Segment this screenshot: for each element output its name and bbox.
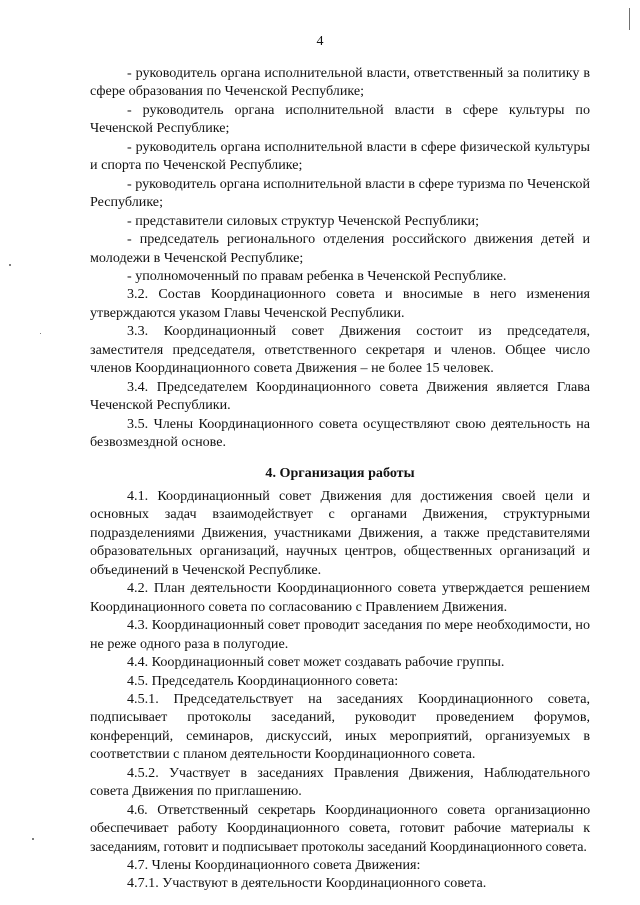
list-item: - уполномоченный по правам ребенка в Чеченской Республике. <box>127 267 507 284</box>
clause-3-3: 3.3. Координационный совет Движения состоит из председателя, заместителя председателя, ответственного секретаря и членов. Общее число членов Координационного совета Движения – не более 15 человек. <box>90 323 590 377</box>
list-item: - руководитель органа исполнительной власти в сфере физической культуры и спорта по Чеченской Республике; <box>90 138 590 174</box>
scan-dust-speck <box>9 264 11 266</box>
list-item: - руководитель органа исполнительной власти, ответственный за политику в сфере образования по Чеченской Республике; <box>90 65 590 100</box>
clause-4-2: 4.2. План деятельности Координационного совета утверждается решением Координационного совета по согласованию с Правлением Движения. <box>90 580 590 615</box>
list-item: - руководитель органа исполнительной власти в сфере туризма по Чеченской Республике; <box>90 175 590 211</box>
clause-4-3: 4.3. Координационный совет проводит заседания по мере необходимости, но не реже одного раза в полугодие. <box>90 617 590 652</box>
clause-4-4: 4.4. Координационный совет может создавать рабочие группы. <box>127 654 505 671</box>
list-item: - председатель регионального отделения российского движения детей и молодежи в Чеченской Республике; <box>90 231 590 266</box>
clause-3-5: 3.5. Члены Координационного совета осуществляют свою деятельность на безвозмездной основе. <box>90 415 590 451</box>
clause-3-2: 3.2. Состав Координационного совета и вносимые в него изменения утверждаются указом Главы Чеченской Республики. <box>90 286 590 321</box>
document-body <box>90 64 590 893</box>
clause-4-5-1: 4.5.1. Председательствует на заседаниях Координационного совета, подписывает протоколы заседаний, руководит проведением форумов, конференций, семинаров, дискуссий, иных мероприятий, организуемых в соответствии с планом деятельности Координационного совета. <box>90 690 590 763</box>
section-heading: 4. Организация работы <box>265 464 415 481</box>
clause-4-1: 4.1. Координационный совет Движения для достижения своей цели и основных задач взаимодействует с органами Движения, структурными подразделениями Движения, участниками Движения, а также представителями образовательных организаций, научных центров, общественных организаций и объединений в Чеченской Республике. <box>90 487 590 578</box>
clause-4-7: 4.7. Члены Координационного совета Движения: <box>127 857 421 874</box>
list-item: - представители силовых структур Чеченской Республики; <box>127 212 479 229</box>
clause-4-5-2: 4.5.2. Участвует в заседаниях Правления Движения, Наблюдательного совета Движения по приглашению. <box>90 764 590 800</box>
page-number: 4 <box>316 34 324 49</box>
scan-dust-speck <box>40 333 41 334</box>
clause-3-4: 3.4. Председателем Координационного совета Движения является Глава Чеченской Республики. <box>90 378 590 414</box>
scan-edge-mark <box>629 8 632 30</box>
list-item: - руководитель органа исполнительной власти в сфере культуры по Чеченской Республике; <box>90 101 590 137</box>
clause-4-5: 4.5. Председатель Координационного совета: <box>127 672 399 689</box>
clause-4-6: 4.6. Ответственный секретарь Координационного совета организационно обеспечивает работу Координационного совета, готовит рабочие материалы к заседаниям, готовит и подписывает протоколы заседаний Координационного совета. <box>90 801 590 855</box>
scan-dust-speck <box>32 838 34 840</box>
clause-4-7-1: 4.7.1. Участвуют в деятельности Координационного совета. <box>127 875 487 892</box>
